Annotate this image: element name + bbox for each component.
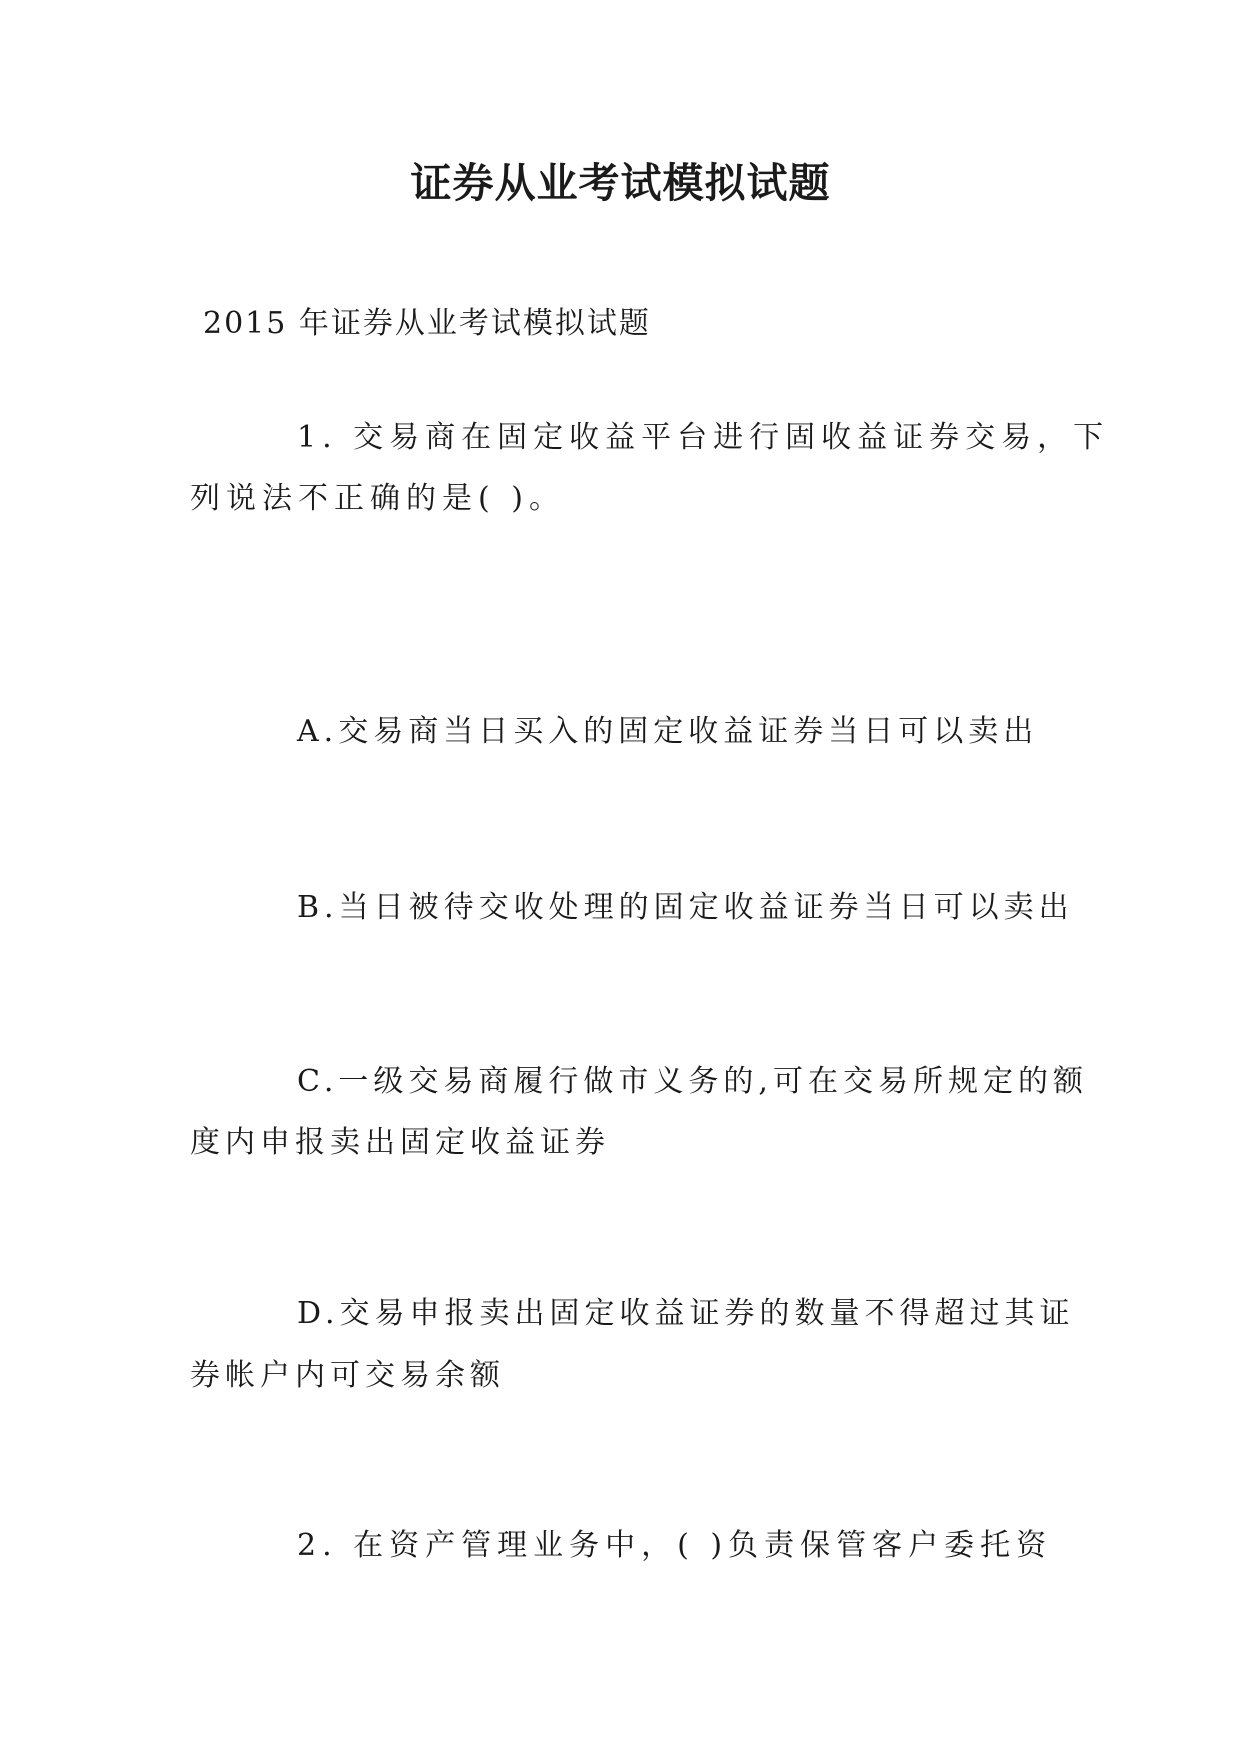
option-b: B.当日被待交收处理的固定收益证券当日可以卖出 bbox=[297, 890, 1074, 925]
question-1-line-2: 列说法不正确的是( )。 bbox=[190, 481, 565, 516]
option-c-line-1: C.一级交易商履行做市义务的,可在交易所规定的额 bbox=[297, 1064, 1088, 1099]
option-d-line-2: 券帐户内可交易余额 bbox=[190, 1358, 505, 1393]
document-title: 证券从业考试模拟试题 bbox=[410, 159, 831, 207]
document-subtitle: 2015 年证券从业考试模拟试题 bbox=[203, 306, 651, 341]
option-d-line-1: D.交易申报卖出固定收益证券的数量不得超过其证 bbox=[297, 1296, 1075, 1331]
option-a: A.交易商当日买入的固定收益证券当日可以卖出 bbox=[297, 714, 1039, 749]
question-1-line-1: 1. 交易商在固定收益平台进行固收益证券交易，下 bbox=[297, 420, 1110, 455]
question-2-line-1: 2. 在资产管理业务中，( )负责保管客户委托资 bbox=[297, 1528, 1053, 1563]
option-c-line-2: 度内申报卖出固定收益证券 bbox=[190, 1125, 610, 1160]
